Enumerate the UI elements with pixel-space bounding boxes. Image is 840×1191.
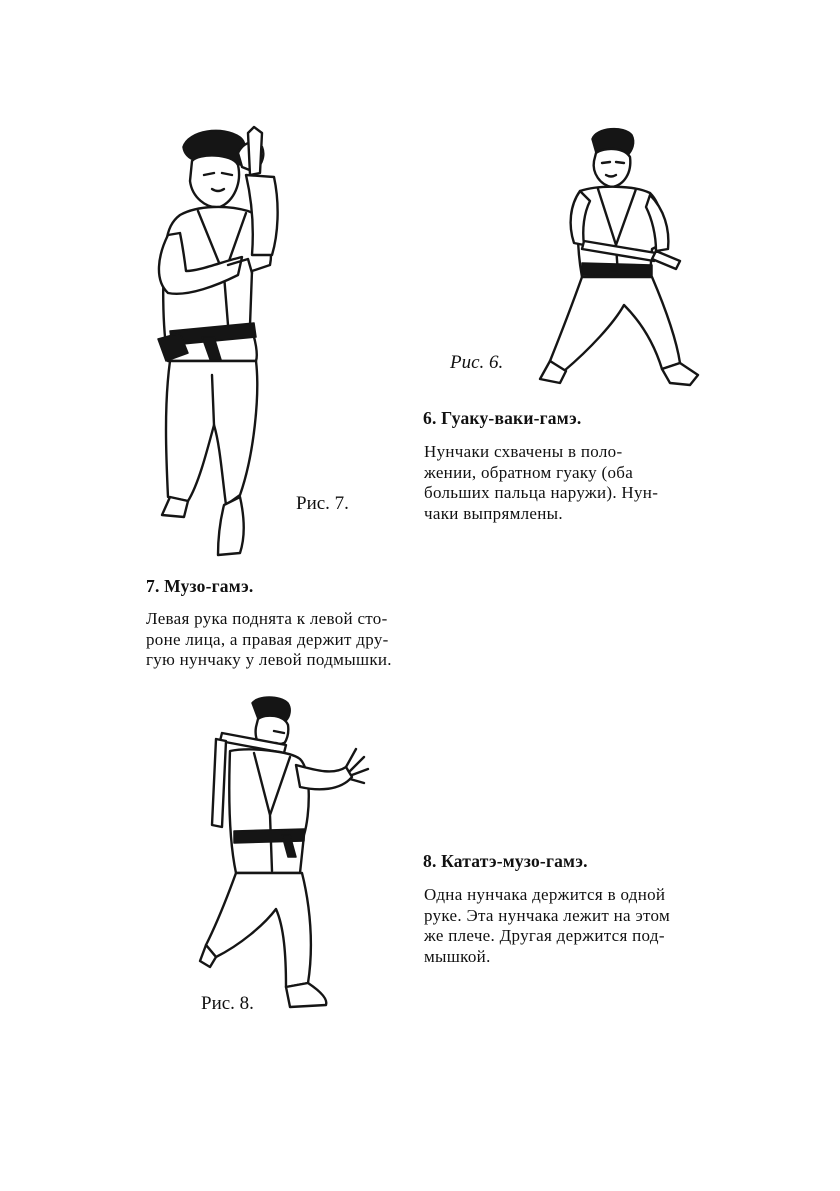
section-8-line-4: мышкой.	[424, 946, 491, 966]
section-6-line-1: Нунчаки схвачены в поло-	[424, 442, 623, 461]
section-8-line-2: руке. Эта нунчака лежит на этом	[424, 905, 671, 925]
figure-8-illustration	[200, 695, 378, 1013]
figure-7-caption: Рис. 7.	[296, 493, 349, 514]
figure-8-caption: Рис. 8.	[201, 993, 254, 1014]
section-7-text	[146, 609, 392, 671]
section-8-line-3: же плече. Другая держится под-	[424, 926, 665, 945]
section-7-heading: 7. Музо-гамэ.	[146, 576, 254, 596]
section-6-line-3: больших пальца наружи). Нун-	[424, 483, 659, 502]
section-6-text	[424, 442, 658, 524]
section-7-line-3: гую нунчаку у левой подмышки.	[146, 650, 392, 669]
section-6-line-4: чаки выпрямлены.	[424, 503, 563, 523]
section-7-line-1: Левая рука поднята к левой сто-	[146, 609, 388, 628]
section-8-heading: 8. Кататэ-музо-гамэ.	[423, 851, 588, 871]
section-6-line-2: жении, обратном гуаку (оба	[424, 462, 634, 482]
figure-6-caption: Рис. 6.	[450, 352, 504, 373]
section-7-line-2: роне лица, а правая держит дру-	[146, 629, 389, 649]
section-6-heading: 6. Гуаку-ваки-гамэ.	[423, 408, 582, 428]
figure-6-illustration	[540, 125, 705, 387]
section-8-line-1: Одна нунчака держится в одной	[424, 885, 666, 904]
figure-7-illustration	[128, 125, 298, 565]
section-8-text	[424, 885, 670, 967]
